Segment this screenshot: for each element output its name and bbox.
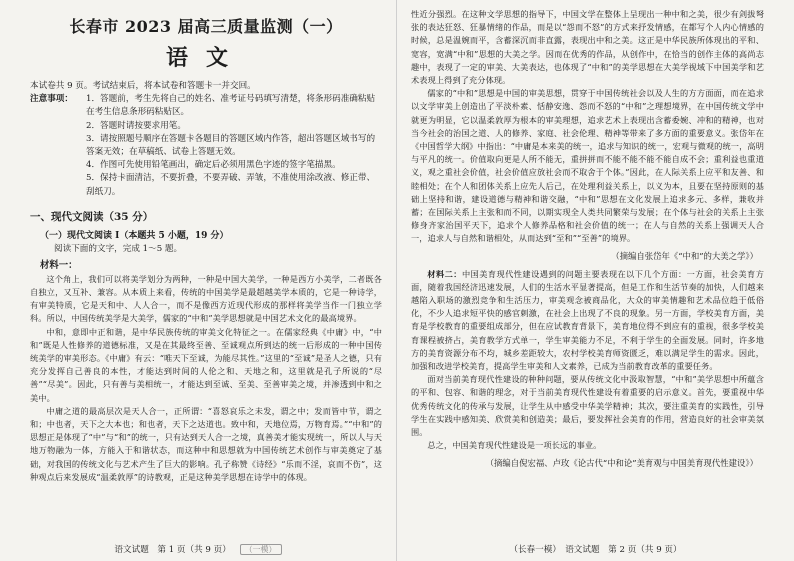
stamp: （一模） bbox=[240, 544, 282, 555]
notice-item: 4．作图可先使用铅笔画出，确定后必须用黑色字迹的签字笔描黑。 bbox=[86, 160, 341, 171]
paragraph: 中和，意即中正和谐，是中华民族传统的审美文化特征之一。在儒家经典《中庸》中，“中和”既是人性修养的道德标准，又是在其最终至善、至诚观点所到达的统一后形成的一种中国传统美学的审美形态。《中庸》有云：“唯天下至诚，为能尽其性。”这里的“至诚”是圣人之德，只有充分发挥自己善良的本性，才能达到时间的人伦之和、天地之和，这里就是孔子所说的“尽善”“尽美”。因此，只有善与美相统一，才能达到至诚、至美、至善审美之境，并渗透到中和之美中。 bbox=[30, 326, 382, 403]
paragraph: 面对当前美育现代性建设的种种问题，要从传统文化中汲取智慧，“中和”美学思想中所蕴含的平和、包容、和谐的理念，对于当前美育现代性建设有着重要的启示意义。首先，要重视中华优秀传统文化的传承与发展，让学生从中感受中华美学精神；其次，要注重美育的实践性，引导学生在实践中感知美、欣赏美和创造美；最后，要发挥社会美育的作用，营造良好的社会审美氛围。 bbox=[411, 374, 764, 438]
notice-item: 5．保持卡面清洁，不要折叠，不要弄破、弄皱，不准使用涂改液、修正带、刮纸刀。 bbox=[86, 173, 376, 197]
paragraph: 儒家的“中和”思想是中国的审美思想，贯穿于中国传统社会以及人生的方方面面，而在追求以文学审美上创造出了平淡朴素、恬静安逸、怨而不怒的“中和”之理想境界，在中国传统文学中就更为明显，它以温柔敦厚为根本的审美理想，追求艺术上表现出含蓄委婉、冲和的精神，也对当今社会的治国之道、人的修养、家庭、社会伦理、精神等带来了多方面的重要意义。张岱年在《中国哲学大纲》中指出：“中庸是本来美的统一，追求与知识的统一，宏观与微观的统一，高明与平凡的统一。价值取向更是人所不能无，重拼拼而不能不能不能不能自成不会；重利益也重道义，观之重社会价值，社会价值应放社会而不取舍于个体。”因此，在人际关系上应平和友善、和睦相处；在个人和团体关系上应先人后己，在处理利益关系上，以义为本，且要在坚持原则的基础上坚持和谐，建设道德与精神和谐交融，“中和”思想在文化发展上追求多元、多样，兼收并蓄；在国际关系上主张和而不同，以期实现全人类共同繁荣与发展；在个体与社会的关系上主张修身齐家治国平天下，追求个人修养品格和社会价值的统一；在人与自然的关系上强调天人合一，追求人与自然和谐相处，从而达到“至和”“至善”的境界。 bbox=[411, 88, 764, 244]
notice-item: 3．请按照题号顺序在答题卡各题目的答题区域内作答，超出答题区域书写的答案无效；在草稿纸、试卷上答题无效。 bbox=[86, 133, 376, 158]
sub-heading: （一）现代文阅读 I（本题共 5 小题，19 分） bbox=[40, 230, 229, 241]
exam-intro: 本试卷共 9 页。考试结束后，将本试卷和答题卡一并交回。 bbox=[30, 81, 256, 91]
material-two-label: 材料二： bbox=[427, 268, 462, 279]
notice-list bbox=[30, 120, 382, 199]
paragraph: 这个角上，我们可以将美学划分为两种，一种是中国大美学，一种是西方小美学，二者既各自独立，又互补、兼容。从本质上来看，传统的中国美学是最超越美学本质的，它是一种诗学，有审美特质，它是天和中、人人合一，而不是像西方近现代形成的那样将美学当作一门独立学科。所以，中国传统美学是大美学，儒家的“中和”美学思想就是中国艺术文化的最高境界。 bbox=[30, 273, 382, 324]
material-one-label: 材料一： bbox=[40, 259, 78, 271]
right-page bbox=[397, 0, 794, 561]
notice-block bbox=[30, 93, 382, 119]
subject-title: 语文 bbox=[165, 45, 246, 71]
page-footer: （长春一模） 语文试题 第 2 页（共 9 页） bbox=[509, 545, 682, 555]
paragraph-text: 中国美育现代性建设遇到的问题主要表现在以下几个方面：一方面，社会美育方面，随着我国经济迅速发展，人们的生活水平显著提高，但是工作和生活节奏的加快，人们越来越陷入职场的激烈竞争和生活压力，审美观念被商品化，大众的审美情趣和艺术品位趋于低俗化，不少人追求短平快的感官刺激，在社会上出现了不良的现象。另一方面，学校美育方面，美育是学校教育的重要组成部分，但在应试教育背景下，美育地位得不到应有的重视，很多学校美育课程被挤占，美育教学方式单一，学生审美能力不足，不利于学生的全面发展。同时，许多地方的美育资源分布不均，城乡差距较大，农村学校美育师资匮乏，难以满足学生的需求。因此，加强和改进学校美育，提高学生审美和人文素养，已成为当前教育改革的重要任务。 bbox=[411, 268, 764, 372]
source-citation: （摘编自倪宏福、卢玫《论古代“中和论”美育观与中国美育现代性建设》） bbox=[485, 457, 758, 468]
notice-item: 1．答题前，考生先将自己的姓名、准考证号码填写清楚，将条形码准确粘贴在考生信息条形码粘贴区。 bbox=[86, 94, 376, 118]
page-footer bbox=[0, 543, 396, 555]
notice-item: 2．答题时请按要求用笔。 bbox=[86, 120, 186, 131]
paragraph: 中庸之道的最高层次是天人合一，正所谓：“喜怒哀乐之未发，谓之中；发而皆中节，谓之和；中也者，天下之大本也；和也者，天下之达道也。致中和，天地位焉，万物育焉。”“中和”的思想正是体现了“中”与“和”的统一，只有达到天人合一之境，真善美才能实现统一，所以人与天地万物融为一体，方能入于和谐状态，而这种中和思想就为中国传统艺术创作与审美奠定了基础，对我国的传统文化与艺术产生了巨大的影响。孔子称赞《诗经》“乐而不淫，哀而不伤”，这种观点后来发展成“温柔敦厚”的诗教观，正是这种美学思想在诗学中的体现。 bbox=[30, 405, 382, 482]
source-citation: （摘编自张岱年《“中和”的大美之学》） bbox=[611, 250, 758, 261]
section-heading: 一、现代文阅读（35 分） bbox=[30, 210, 154, 223]
paragraph: 总之，中国美育现代性建设是一项长远的事业。 bbox=[427, 440, 602, 451]
paragraph: 性近分强烈。在这种文学思想的指导下，中国文学在整体上呈现出一种中和之美，很少有剑拔弩张的表达狂怒、狂暴情绪的作品，而是以“怨而不怒”的方式来抒发情感，在都写个人内心情感的时候，总是温婉而平，含蓄深沉而非直露，表现出中和之美。这正是中华民族所体现出的平和、宽容，宽满“中和”思想的大美之学。因而在优秀的作品，从创作中，在恰当的创作主体的高尚志趣中，表现了一定的审美、大美表达，也体现了“中和”的美学思想在大美学视域下中国美学和艺术表现上得到了充分体现。 bbox=[411, 9, 764, 86]
exam-title: 长春市 2023 届高三质量监测（一） bbox=[69, 17, 343, 36]
footer-text: 语文试题 第 1 页（共 9 页） bbox=[114, 545, 231, 555]
material-two-paragraph bbox=[411, 268, 764, 374]
notice-label: 注意事项： bbox=[30, 94, 73, 105]
reading-hint: 阅读下面的文字，完成 1～5 题。 bbox=[54, 243, 183, 254]
